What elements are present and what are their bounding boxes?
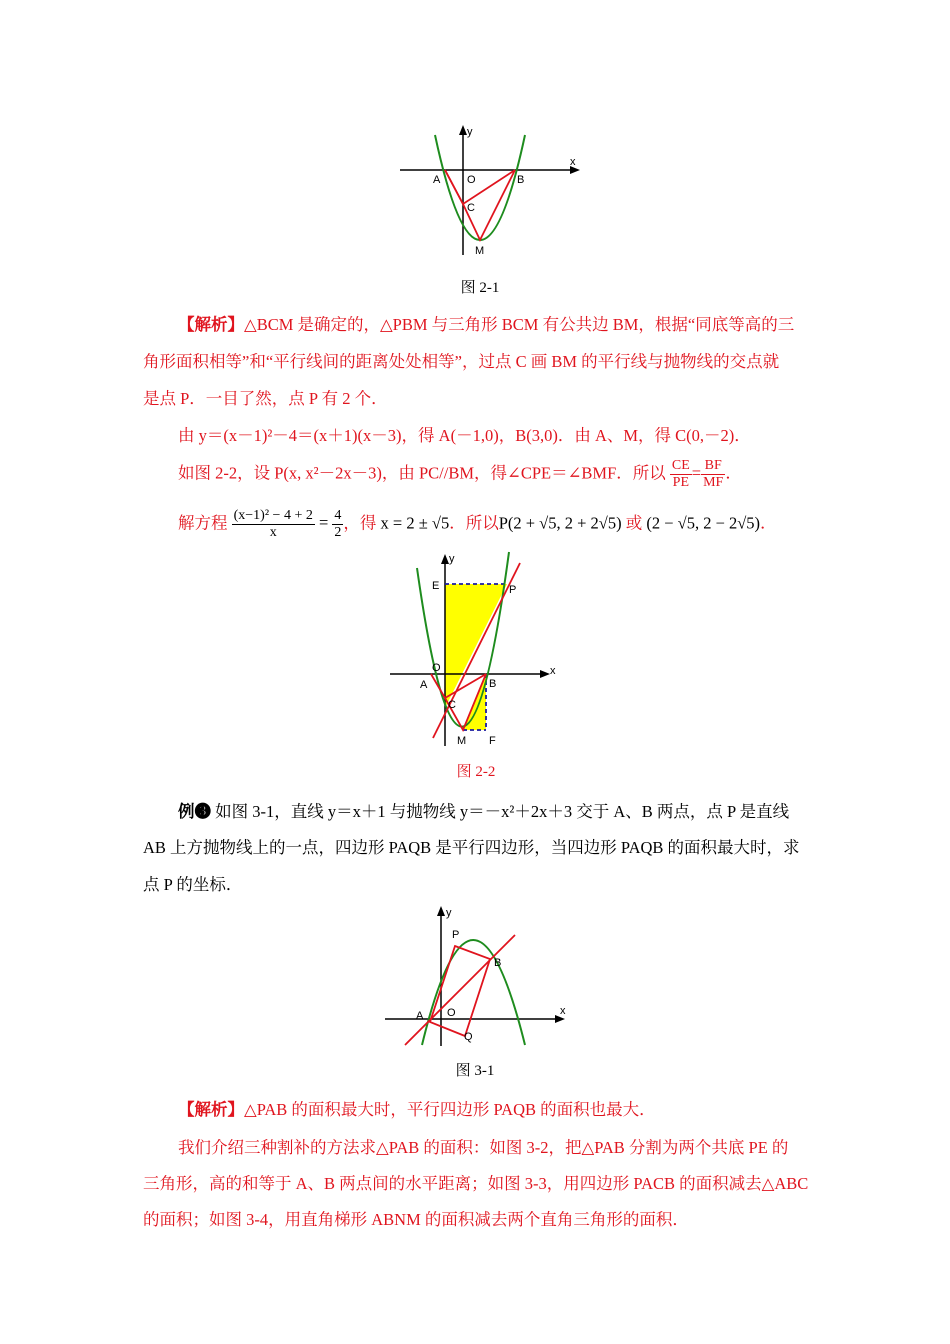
svg-text:O: O: [447, 1007, 456, 1019]
analysis-tag: 【解析】: [178, 1100, 244, 1119]
label-y: y: [467, 126, 473, 138]
y-axis-arrow-icon: [437, 906, 445, 916]
example3-line3: 点 P 的坐标．: [143, 875, 243, 894]
parabola: [422, 940, 525, 1045]
fraction-CE-PE: $\frac{CE}{PE}$: [671, 458, 690, 490]
figure-2-1: [395, 120, 585, 260]
analysis1-line5-text: 如图 2-2，设 P(x, x²－2x－3)，由 PC//BM，得∠CPE＝∠BMF．所以: [178, 463, 666, 483]
label-M: M: [475, 245, 485, 257]
label-x: x: [570, 156, 576, 168]
analysis1-line4: 由 y＝(x－1)²－4＝(x＋1)(x－3)，得 A(－1,0)，B(3,0)．由 A、M，得 C(0,－2)．: [178, 426, 751, 445]
yellow-triangle-CPE: [445, 584, 507, 708]
segment-ACB: [445, 170, 515, 204]
svg-text:x: x: [560, 1005, 566, 1017]
figure-2-2: [385, 548, 560, 748]
analysis1-line3: 是点 P．一目了然，点 P 有 2 个．: [143, 389, 388, 408]
solution-x: x = 2 ± √5: [380, 513, 450, 533]
fraction-equation: $\frac{\text{(x−1)² − 4 + 2}}{x}$: [233, 508, 313, 540]
analysis1-line5: 如图 2-2，设 P(x, x²－2x－3)，由 PC//BM，得∠CPE＝∠BMF．所以 $\frac{CE}{PE}$ = $\frac{BF}{MF}$ ．: [178, 458, 742, 490]
fraction-BF-MF: $\frac{BF}{MF}$: [703, 458, 724, 490]
svg-text:y: y: [446, 907, 452, 919]
figure-3-1-caption: 图 3-1: [455, 1063, 495, 1079]
svg-text:B: B: [494, 957, 502, 969]
svg-text:y: y: [449, 553, 455, 565]
figure-3-1: [380, 900, 570, 1050]
figure-2-2-caption: 图 2-2: [456, 764, 496, 780]
svg-text:A: A: [420, 679, 428, 691]
analysis1-line1: [178, 311, 794, 335]
label-B: B: [517, 174, 525, 186]
svg-text:A: A: [416, 1010, 424, 1022]
y-axis-arrow-icon: [441, 554, 449, 564]
analysis2-line1: 【解析】△PAB 的面积最大时，平行四边形 PAQB 的面积也最大．: [178, 1100, 656, 1119]
svg-text:x: x: [550, 665, 556, 677]
label-A: A: [433, 174, 441, 186]
svg-text:P: P: [452, 929, 460, 941]
analysis2-line3: 三角形，高的和等于 A、B 两点间的水平距离；如图 3-3，用四边形 PACB 的面积减去△ABC: [143, 1174, 809, 1193]
analysis1-line6: 解方程 $\frac{\text{(x−1)² − 4 + 2}}{x}$ = $\frac{4}{2}$ ，得 x = 2 ± √5．所以P(2 + √5, 2 + 2√5) 或 (2 − √5, 2 − 2√5)．: [178, 508, 777, 540]
label-C: C: [467, 202, 475, 214]
line-AB: [405, 935, 515, 1045]
svg-text:O: O: [432, 662, 441, 674]
svg-text:C: C: [448, 699, 456, 711]
svg-text:E: E: [432, 580, 440, 592]
label-O: O: [467, 174, 476, 186]
point-P2: (2 − √5, 2 − 2√5): [646, 513, 761, 533]
example-label: 例❸: [178, 802, 211, 821]
analysis1-line2: 角形面积相等”和“平行线间的距离处处相等”，过点 C 画 BM 的平行线与抛物线的交点就: [143, 352, 780, 371]
svg-text:F: F: [489, 735, 496, 747]
svg-text:B: B: [489, 678, 497, 690]
parabola: [435, 135, 525, 240]
example3-line1: 例❸ 如图 3-1，直线 y＝x＋1 与抛物线 y＝－x²＋2x＋3 交于 A、B 两点，点 P 是直线: [178, 802, 790, 821]
y-axis-arrow-icon: [459, 125, 467, 135]
svg-text:P: P: [509, 584, 517, 596]
analysis2-line2: 我们介绍三种割补的方法求△PAB 的面积：如图 3-2，把△PAB 分割为两个共底 PE 的: [178, 1138, 789, 1157]
point-P1: P(2 + √5, 2 + 2√5): [498, 513, 622, 533]
svg-text:Q: Q: [464, 1031, 473, 1043]
analysis2-line4: 的面积；如图 3-4，用直角梯形 ABNM 的面积减去两个直角三角形的面积．: [143, 1210, 689, 1229]
analysis-tag: 【解析】: [178, 315, 244, 334]
figure-2-1-caption: 图 2-1: [460, 280, 500, 296]
svg-text:M: M: [457, 735, 467, 747]
x-axis-arrow-icon: [540, 670, 550, 678]
example3-line2: AB 上方抛物线上的一点，四边形 PAQB 是平行四边形，当四边形 PAQB 的面积最大时，求: [143, 838, 800, 857]
analysis1-text1: △BCM 是确定的，△PBM 与三角形 BCM 有公共边 BM，根据“同底等高的三: [244, 315, 795, 334]
